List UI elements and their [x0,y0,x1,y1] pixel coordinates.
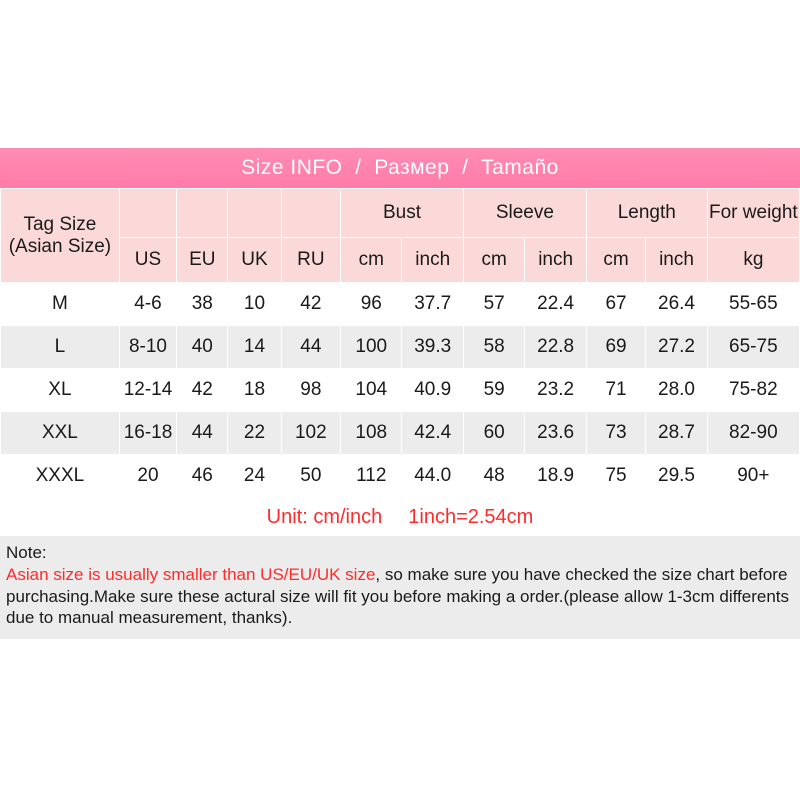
cell-length-inch: 27.2 [646,326,707,369]
header-separator-2: / [449,156,482,179]
cell-weight: 90+ [707,455,799,498]
cell-eu: 42 [177,369,228,412]
table-row [1,412,800,455]
table-group-header-row [1,189,800,238]
cell-us: 20 [119,455,176,498]
unit-header-sleeve-cm: cm [463,238,524,283]
group-header-bust: Bust [341,189,464,238]
cell-length-cm: 71 [586,369,645,412]
cell-size: M [1,283,120,326]
note-label: Note: [6,543,47,562]
cell-bust-inch: 37.7 [402,283,463,326]
unit-header-bust-inch: inch [402,238,463,283]
cell-bust-cm: 112 [341,455,402,498]
note-block [0,536,800,639]
cell-sleeve-cm: 58 [463,326,524,369]
group-header-blank-eu [177,189,228,238]
cell-weight: 82-90 [707,412,799,455]
cell-bust-inch: 44.0 [402,455,463,498]
cell-sleeve-inch: 18.9 [525,455,586,498]
group-header-length: Length [586,189,707,238]
cell-bust-inch: 40.9 [402,369,463,412]
cell-sleeve-inch: 23.2 [525,369,586,412]
cell-bust-cm: 104 [341,369,402,412]
cell-ru: 42 [281,283,340,326]
cell-bust-cm: 96 [341,283,402,326]
unit-header-length-inch: inch [646,238,707,283]
cell-eu: 46 [177,455,228,498]
unit-header-us: US [119,238,176,283]
header-title-ru: Размер [374,156,450,179]
cell-size: XL [1,369,120,412]
unit-header-length-cm: cm [586,238,645,283]
cell-size: XXL [1,412,120,455]
cell-length-cm: 69 [586,326,645,369]
cell-ru: 50 [281,455,340,498]
cell-length-inch: 28.7 [646,412,707,455]
cell-length-inch: 29.5 [646,455,707,498]
group-header-blank-uk [228,189,281,238]
cell-us: 16-18 [119,412,176,455]
cell-sleeve-inch: 22.8 [525,326,586,369]
cell-uk: 18 [228,369,281,412]
cell-sleeve-cm: 59 [463,369,524,412]
cell-uk: 14 [228,326,281,369]
table-row [1,283,800,326]
cell-sleeve-cm: 57 [463,283,524,326]
unit-header-ru: RU [281,238,340,283]
unit-label: Unit: cm/inch [266,505,383,528]
cell-bust-inch: 42.4 [402,412,463,455]
group-header-blank-us [119,189,176,238]
table-row [1,369,800,412]
cell-weight: 75-82 [707,369,799,412]
header-separator-1: / [342,156,375,179]
cell-uk: 10 [228,283,281,326]
group-header-blank-ru [281,189,340,238]
cell-weight: 55-65 [707,283,799,326]
corner-header-cell [1,189,120,283]
cell-bust-cm: 100 [341,326,402,369]
unit-header-sleeve-inch: inch [525,238,586,283]
table-row [1,326,800,369]
cell-bust-cm: 108 [341,412,402,455]
cell-ru: 102 [281,412,340,455]
table-row [1,455,800,498]
cell-sleeve-cm: 60 [463,412,524,455]
unit-header-eu: EU [177,238,228,283]
size-table [0,188,800,498]
unit-header-uk: UK [228,238,281,283]
cell-uk: 22 [228,412,281,455]
cell-bust-inch: 39.3 [402,326,463,369]
table-unit-header-row [1,238,800,283]
group-header-sleeve: Sleeve [463,189,586,238]
cell-weight: 65-75 [707,326,799,369]
cell-eu: 40 [177,326,228,369]
note-rest-text: , so make sure you have checked the size chart before purchasing.Make sure these actural size will fit you before making a order.(please allow 1-3cm differents due to manual measurement, thanks). [6,564,790,628]
cell-ru: 98 [281,369,340,412]
cell-us: 8-10 [119,326,176,369]
unit-header-weight-kg: kg [707,238,799,283]
cell-sleeve-cm: 48 [463,455,524,498]
cell-length-inch: 26.4 [646,283,707,326]
cell-size: L [1,326,120,369]
cell-length-cm: 75 [586,455,645,498]
cell-eu: 38 [177,283,228,326]
header-title-es: Tamaño [481,156,559,179]
cell-sleeve-inch: 22.4 [525,283,586,326]
group-header-for-weight: For weight [707,189,799,238]
cell-eu: 44 [177,412,228,455]
note-red-text: Asian size is usually smaller than US/EU/UK size [6,564,376,584]
cell-length-cm: 67 [586,283,645,326]
unit-header-bust-cm: cm [341,238,402,283]
size-chart-container [0,148,800,639]
cell-us: 4-6 [119,283,176,326]
corner-header-line1: Tag Size (Asian Size) [8,213,112,257]
cell-size: XXXL [1,455,120,498]
cell-uk: 24 [228,455,281,498]
header-title-en: Size INFO [241,156,343,179]
cell-length-inch: 28.0 [646,369,707,412]
cell-ru: 44 [281,326,340,369]
cell-length-cm: 73 [586,412,645,455]
cell-us: 12-14 [119,369,176,412]
cell-sleeve-inch: 23.6 [525,412,586,455]
unit-conversion: 1inch=2.54cm [408,505,534,528]
chart-header-bar [0,148,800,188]
unit-line [0,498,800,536]
